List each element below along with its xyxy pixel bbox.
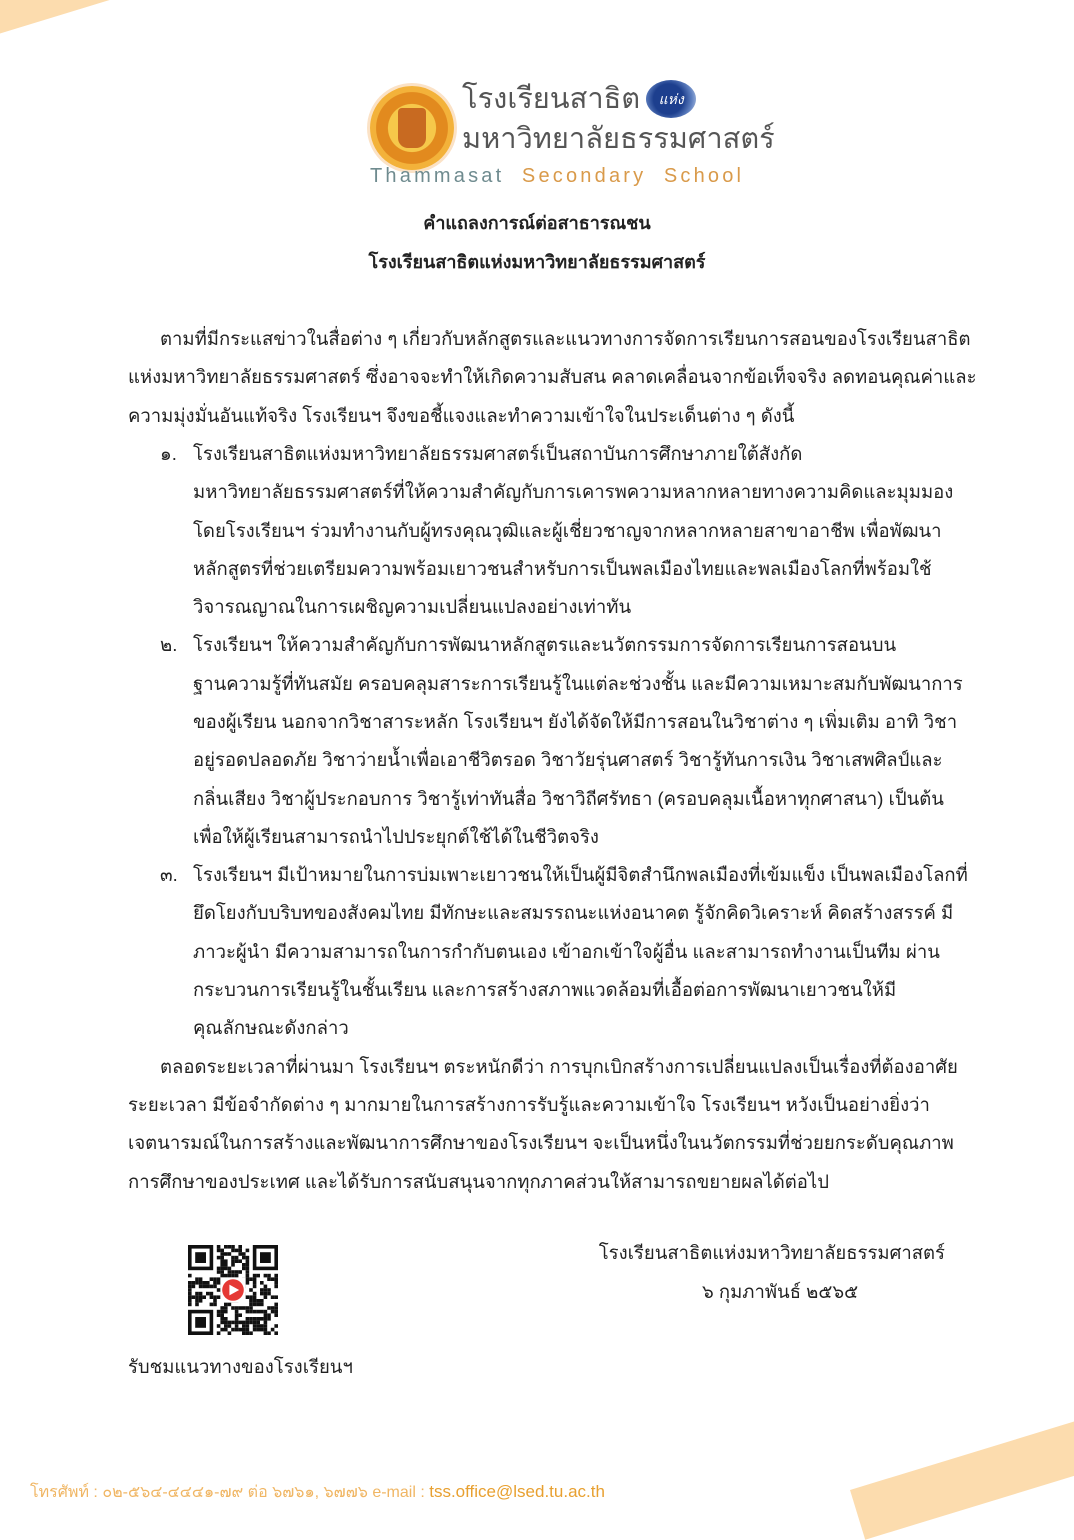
qr-module bbox=[224, 1252, 228, 1256]
qr-module bbox=[195, 1277, 199, 1281]
qr-module bbox=[188, 1285, 192, 1289]
qr-module bbox=[224, 1324, 228, 1328]
qr-module bbox=[264, 1313, 268, 1317]
qr-module bbox=[271, 1295, 275, 1299]
qr-module bbox=[199, 1295, 203, 1299]
qr-module bbox=[213, 1303, 217, 1307]
qr-module bbox=[202, 1295, 206, 1299]
item-number: ๑. bbox=[160, 443, 177, 464]
qr-module bbox=[235, 1324, 239, 1328]
item-line: ฐานความรู้ที่ทันสมัย ครอบคลุมสาระการเรียนรู้ในแต่ละช่วงชั้น และมีความเหมาะสมกับพัฒนาการ bbox=[193, 673, 963, 694]
qr-finder bbox=[260, 1252, 271, 1263]
qr-module bbox=[217, 1281, 221, 1285]
logo-english-word: School bbox=[663, 165, 745, 187]
closing-line: เจตนารมณ์ในการสร้างและพัฒนาการศึกษาของโรงเรียนฯ จะเป็นหนึ่งในนวัตกรรมที่ช่วยยกระดับคุณภาพ bbox=[128, 1132, 954, 1153]
qr-module bbox=[249, 1331, 253, 1335]
qr-module bbox=[274, 1324, 278, 1328]
qr-module bbox=[235, 1274, 239, 1278]
qr-module bbox=[231, 1306, 235, 1310]
qr-module bbox=[235, 1306, 239, 1310]
qr-module bbox=[246, 1328, 250, 1332]
item-line: ภาวะผู้นำ มีความสามารถในการกำกับตนเอง เข้าอกเข้าใจผู้อื่น และสามารถทำงานเป็นทีม ผ่าน bbox=[193, 941, 940, 962]
qr-module bbox=[188, 1274, 192, 1278]
logo-text-line2: มหาวิทยาลัยธรรมศาสตร์ bbox=[462, 123, 775, 155]
qr-module bbox=[224, 1259, 228, 1263]
qr-module bbox=[199, 1281, 203, 1285]
qr-module bbox=[220, 1249, 224, 1253]
qr-module bbox=[238, 1321, 242, 1325]
qr-module bbox=[274, 1306, 278, 1310]
item-line: โรงเรียนฯ ให้ความสำคัญกับการพัฒนาหลักสูตรและนวัตกรรมการจัดการเรียนการสอนบน bbox=[193, 634, 897, 655]
qr-module bbox=[224, 1267, 228, 1271]
qr-module bbox=[253, 1295, 257, 1299]
qr-module bbox=[188, 1299, 192, 1303]
logo-text-line1: โรงเรียนสาธิต bbox=[462, 83, 641, 115]
item-number: ๓. bbox=[160, 864, 178, 885]
qr-module bbox=[242, 1324, 246, 1328]
qr-module bbox=[249, 1295, 253, 1299]
qr-module bbox=[217, 1313, 221, 1317]
qr-module bbox=[195, 1281, 199, 1285]
item-line: กลิ่นเสียง วิชาผู้ประกอบการ วิชารู้เท่าทันสื่อ วิชาวิถีศรัทธา (ครอบคลุมเนื้อหาทุกศาสนา) เป็นต้น bbox=[193, 788, 944, 809]
item-line: ของผู้เรียน นอกจากวิชาสาระหลัก โรงเรียนฯ ยังได้จัดให้มีการสอนในวิชาต่าง ๆ เพิ่มเติม อาทิ วิชา bbox=[193, 711, 958, 732]
qr-module bbox=[246, 1295, 250, 1299]
item-line: คุณลักษณะดังกล่าว bbox=[193, 1017, 349, 1038]
qr-module bbox=[224, 1303, 228, 1307]
qr-caption: รับชมแนวทางของโรงเรียนฯ bbox=[128, 1356, 353, 1377]
qr-module bbox=[192, 1281, 196, 1285]
qr-module bbox=[271, 1310, 275, 1314]
footer-email[interactable]: tss.office@lsed.tu.ac.th bbox=[429, 1482, 605, 1501]
qr-module bbox=[274, 1295, 278, 1299]
qr-module bbox=[271, 1277, 275, 1281]
qr-module bbox=[264, 1324, 268, 1328]
qr-module bbox=[231, 1274, 235, 1278]
item-line: มหาวิทยาลัยธรรมศาสตร์ที่ให้ความสำคัญกับการเคารพความหลากหลายทางความคิดและมุมมอง bbox=[193, 481, 954, 502]
qr-module bbox=[267, 1317, 271, 1321]
qr-module bbox=[231, 1270, 235, 1274]
item-line: วิจารณญาณในการเผชิญความเปลี่ยนแปลงอย่างเท่าทัน bbox=[193, 596, 632, 617]
qr-module bbox=[220, 1267, 224, 1271]
decorative-stripe-bottom bbox=[850, 1373, 1074, 1540]
document-title: คำแถลงการณ์ต่อสาธารณชน bbox=[423, 213, 651, 233]
qr-module bbox=[253, 1285, 257, 1289]
qr-module bbox=[213, 1277, 217, 1281]
qr-module bbox=[231, 1263, 235, 1267]
qr-module bbox=[202, 1281, 206, 1285]
item-line: กระบวนการเรียนรู้ในชั้นเรียน และการสร้างสภาพแวดล้อมที่เอื้อต่อการพัฒนาเยาวชนให้มี bbox=[193, 979, 897, 1000]
qr-module bbox=[188, 1288, 192, 1292]
qr-module bbox=[220, 1252, 224, 1256]
qr-module bbox=[220, 1310, 224, 1314]
qr-module bbox=[238, 1270, 242, 1274]
qr-module bbox=[220, 1328, 224, 1332]
qr-module bbox=[224, 1306, 228, 1310]
qr-module bbox=[199, 1299, 203, 1303]
qr-module bbox=[264, 1295, 268, 1299]
item-line: อยู่รอดปลอดภัย วิชาว่ายน้ำเพื่อเอาชีวิตรอด วิชาวัยรุ่นศาสตร์ วิชารู้ทันการเงิน วิชาเสพศิลป์และ bbox=[193, 749, 943, 770]
item-line: โรงเรียนสาธิตแห่งมหาวิทยาลัยธรรมศาสตร์เป็นสถาบันการศึกษาภายใต้สังกัด bbox=[193, 443, 803, 464]
qr-module bbox=[274, 1274, 278, 1278]
qr-module bbox=[267, 1306, 271, 1310]
qr-module bbox=[246, 1267, 250, 1271]
qr-module bbox=[253, 1299, 257, 1303]
qr-module bbox=[242, 1328, 246, 1332]
qr-module bbox=[253, 1277, 257, 1281]
qr-module bbox=[228, 1267, 232, 1271]
qr-module bbox=[213, 1285, 217, 1289]
qr-module bbox=[264, 1317, 268, 1321]
qr-module bbox=[264, 1321, 268, 1325]
qr-module bbox=[249, 1306, 253, 1310]
qr-module bbox=[210, 1285, 214, 1289]
qr-module bbox=[228, 1245, 232, 1249]
qr-module bbox=[238, 1249, 242, 1253]
decorative-stripe-top bbox=[0, 0, 430, 66]
qr-module bbox=[188, 1281, 192, 1285]
qr-module bbox=[249, 1317, 253, 1321]
item-line: ยึดโยงกับบริบทของสังคมไทย มีทักษะและสมรรถนะแห่งอนาคต รู้จักคิดวิเคราะห์ คิดสร้างสรรค์ มี bbox=[193, 902, 954, 923]
qr-module bbox=[195, 1295, 199, 1299]
qr-module bbox=[253, 1317, 257, 1321]
closing-line: ตลอดระยะเวลาที่ผ่านมา โรงเรียนฯ ตระหนักดีว่า การบุกเบิกสร้างการเปลี่ยนแปลงเป็นเรื่องที่ต้องอาศัย bbox=[160, 1056, 958, 1077]
qr-module bbox=[253, 1324, 257, 1328]
qr-module bbox=[231, 1249, 235, 1253]
qr-module bbox=[224, 1274, 228, 1278]
qr-module bbox=[249, 1321, 253, 1325]
item-number: ๒. bbox=[160, 634, 178, 655]
qr-module bbox=[217, 1331, 221, 1335]
item-line: หลักสูตรที่ช่วยเตรียมความพร้อมเยาวชนสำหรับการเป็นพลเมืองไทยและพลเมืองโลกที่พร้อมใช้ bbox=[193, 558, 932, 579]
qr-module bbox=[253, 1328, 257, 1332]
qr-module bbox=[188, 1295, 192, 1299]
closing-line: การศึกษาของประเทศ และได้รับการสนับสนุนจากทุกภาคส่วนให้สามารถขยายผลได้ต่อไป bbox=[128, 1171, 829, 1192]
qr-module bbox=[224, 1317, 228, 1321]
qr-module bbox=[256, 1303, 260, 1307]
qr-module bbox=[242, 1252, 246, 1256]
qr-module bbox=[235, 1256, 239, 1260]
qr-module bbox=[253, 1281, 257, 1285]
qr-module bbox=[220, 1263, 224, 1267]
footer-phone: โทรศัพท์ : ๐๒-๕๖๔-๔๔๔๑-๗๙ ต่อ ๖๗๖๑, ๖๗๗๖ e-mail : bbox=[30, 1484, 430, 1501]
qr-module bbox=[256, 1310, 260, 1314]
qr-module bbox=[192, 1285, 196, 1289]
qr-module bbox=[253, 1310, 257, 1314]
qr-module bbox=[256, 1299, 260, 1303]
qr-module bbox=[235, 1321, 239, 1325]
qr-module bbox=[217, 1256, 221, 1260]
qr-module bbox=[235, 1249, 239, 1253]
intro-line: แห่งมหาวิทยาลัยธรรมศาสตร์ ซึ่งอาจจะทำให้เกิดความสับสน คลาดเคลื่อนจากข้อเท็จจริง ลดทอนคุณค่าและ bbox=[128, 366, 977, 387]
qr-module bbox=[249, 1288, 253, 1292]
qr-module bbox=[235, 1259, 239, 1263]
qr-module bbox=[246, 1263, 250, 1267]
qr-module bbox=[213, 1281, 217, 1285]
qr-module bbox=[253, 1292, 257, 1296]
qr-module bbox=[228, 1331, 232, 1335]
qr-module bbox=[210, 1277, 214, 1281]
qr-module bbox=[256, 1321, 260, 1325]
qr-module bbox=[264, 1310, 268, 1314]
qr-module bbox=[274, 1277, 278, 1281]
qr-module bbox=[235, 1270, 239, 1274]
qr-module bbox=[260, 1288, 264, 1292]
qr-module bbox=[246, 1331, 250, 1335]
qr-module bbox=[267, 1292, 271, 1296]
qr-module bbox=[242, 1306, 246, 1310]
qr-module bbox=[267, 1277, 271, 1281]
qr-module bbox=[264, 1292, 268, 1296]
qr-module bbox=[202, 1285, 206, 1289]
qr-module bbox=[188, 1303, 192, 1307]
qr-module bbox=[217, 1288, 221, 1292]
logo-english bbox=[370, 164, 744, 188]
qr-module bbox=[238, 1245, 242, 1249]
logo-badge: แห่ง bbox=[646, 80, 696, 118]
qr-module bbox=[188, 1292, 192, 1296]
qr-module bbox=[246, 1306, 250, 1310]
qr-module bbox=[253, 1274, 257, 1278]
qr-module bbox=[264, 1274, 268, 1278]
qr-module bbox=[220, 1274, 224, 1278]
qr-module bbox=[220, 1270, 224, 1274]
item-line: โดยโรงเรียนฯ ร่วมทำงานกับผู้ทรงคุณวุฒิและผู้เชี่ยวชาญจากหลากหลายสาขาอาชีพ เพื่อพัฒนา bbox=[193, 520, 942, 541]
footer-contact bbox=[30, 1481, 605, 1504]
qr-module bbox=[260, 1310, 264, 1314]
qr-module bbox=[231, 1259, 235, 1263]
qr-module bbox=[231, 1256, 235, 1260]
qr-module bbox=[213, 1299, 217, 1303]
qr-module bbox=[242, 1267, 246, 1271]
qr-module bbox=[246, 1274, 250, 1278]
qr-code[interactable] bbox=[188, 1245, 278, 1335]
qr-module bbox=[267, 1313, 271, 1317]
qr-module bbox=[246, 1249, 250, 1253]
qr-module bbox=[220, 1259, 224, 1263]
qr-module bbox=[220, 1317, 224, 1321]
qr-module bbox=[274, 1281, 278, 1285]
qr-module bbox=[271, 1306, 275, 1310]
qr-module bbox=[246, 1324, 250, 1328]
document-subtitle: โรงเรียนสาธิตแห่งมหาวิทยาลัยธรรมศาสตร์ bbox=[368, 252, 706, 272]
qr-module bbox=[195, 1292, 199, 1296]
university-seal-logo bbox=[370, 86, 454, 170]
qr-module bbox=[238, 1328, 242, 1332]
qr-module bbox=[246, 1277, 250, 1281]
closing-line: ระยะเวลา มีข้อจำกัดต่าง ๆ มากมายในการสร้างการรับรู้และความเข้าใจ โรงเรียนฯ หวังเป็นอย่างยิ่งว่า bbox=[128, 1094, 930, 1115]
qr-module bbox=[267, 1331, 271, 1335]
qr-module bbox=[274, 1310, 278, 1314]
qr-module bbox=[246, 1317, 250, 1321]
logo-english-word: Thammasat bbox=[370, 165, 505, 187]
qr-module bbox=[246, 1281, 250, 1285]
qr-module bbox=[199, 1285, 203, 1289]
qr-module bbox=[249, 1303, 253, 1307]
intro-line: ความมุ่งมั่นอันแท้จริง โรงเรียนฯ จึงขอชี้แจงและทำความเข้าใจในประเด็นต่าง ๆ ดังนี้ bbox=[128, 405, 795, 426]
qr-module bbox=[220, 1306, 224, 1310]
qr-module bbox=[242, 1256, 246, 1260]
qr-module bbox=[206, 1292, 210, 1296]
qr-module bbox=[217, 1245, 221, 1249]
qr-module bbox=[264, 1288, 268, 1292]
qr-module bbox=[217, 1310, 221, 1314]
qr-module bbox=[274, 1285, 278, 1289]
qr-module bbox=[271, 1328, 275, 1332]
qr-module bbox=[210, 1303, 214, 1307]
qr-module bbox=[220, 1256, 224, 1260]
qr-module bbox=[260, 1303, 264, 1307]
qr-module bbox=[224, 1245, 228, 1249]
qr-module bbox=[274, 1331, 278, 1335]
qr-module bbox=[256, 1274, 260, 1278]
qr-module bbox=[228, 1252, 232, 1256]
qr-module bbox=[246, 1259, 250, 1263]
qr-module bbox=[206, 1281, 210, 1285]
qr-module bbox=[217, 1249, 221, 1253]
qr-module bbox=[264, 1285, 268, 1289]
qr-module bbox=[231, 1328, 235, 1332]
qr-module bbox=[235, 1310, 239, 1314]
qr-module bbox=[213, 1295, 217, 1299]
qr-module bbox=[238, 1259, 242, 1263]
qr-module bbox=[220, 1321, 224, 1325]
logo-english-word: Secondary bbox=[521, 165, 647, 187]
qr-module bbox=[246, 1321, 250, 1325]
qr-module bbox=[210, 1292, 214, 1296]
qr-module bbox=[228, 1270, 232, 1274]
qr-module bbox=[228, 1274, 232, 1278]
qr-module bbox=[195, 1303, 199, 1307]
qr-module bbox=[228, 1324, 232, 1328]
qr-module bbox=[249, 1277, 253, 1281]
qr-module bbox=[256, 1328, 260, 1332]
qr-module bbox=[242, 1263, 246, 1267]
qr-module bbox=[228, 1303, 232, 1307]
qr-module bbox=[235, 1328, 239, 1332]
qr-module bbox=[274, 1313, 278, 1317]
qr-module bbox=[210, 1295, 214, 1299]
qr-module bbox=[235, 1317, 239, 1321]
item-line: เพื่อให้ผู้เรียนสามารถนำไปประยุกต์ใช้ได้ในชีวิตจริง bbox=[193, 826, 599, 847]
signature-org: โรงเรียนสาธิตแห่งมหาวิทยาลัยธรรมศาสตร์ bbox=[598, 1242, 945, 1263]
qr-module bbox=[253, 1321, 257, 1325]
qr-module bbox=[246, 1310, 250, 1314]
qr-module bbox=[260, 1328, 264, 1332]
qr-finder bbox=[195, 1317, 206, 1328]
qr-module bbox=[217, 1267, 221, 1271]
qr-module bbox=[231, 1245, 235, 1249]
qr-module bbox=[267, 1288, 271, 1292]
qr-module bbox=[224, 1310, 228, 1314]
qr-module bbox=[192, 1295, 196, 1299]
qr-module bbox=[256, 1317, 260, 1321]
qr-module bbox=[228, 1321, 232, 1325]
qr-module bbox=[238, 1306, 242, 1310]
qr-module bbox=[224, 1263, 228, 1267]
qr-module bbox=[253, 1303, 257, 1307]
qr-module bbox=[238, 1313, 242, 1317]
item-line: โรงเรียนฯ มีเป้าหมายในการบ่มเพาะเยาวชนให้เป็นผู้มีจิตสำนึกพลเมืองที่เข้มแข็ง เป็นพลเมืองโลกที่ bbox=[193, 864, 968, 885]
qr-module bbox=[246, 1270, 250, 1274]
qr-module bbox=[231, 1321, 235, 1325]
qr-module bbox=[217, 1270, 221, 1274]
qr-module bbox=[217, 1295, 221, 1299]
qr-module bbox=[274, 1303, 278, 1307]
logo-row bbox=[462, 80, 696, 118]
qr-module bbox=[217, 1277, 221, 1281]
qr-module bbox=[206, 1285, 210, 1289]
qr-module bbox=[199, 1292, 203, 1296]
qr-module bbox=[260, 1281, 264, 1285]
qr-finder bbox=[195, 1252, 206, 1263]
qr-module bbox=[260, 1324, 264, 1328]
qr-module bbox=[246, 1256, 250, 1260]
qr-module bbox=[260, 1292, 264, 1296]
qr-module bbox=[224, 1328, 228, 1332]
qr-module bbox=[260, 1299, 264, 1303]
qr-module bbox=[242, 1321, 246, 1325]
qr-module bbox=[235, 1313, 239, 1317]
qr-module bbox=[256, 1324, 260, 1328]
qr-module bbox=[267, 1274, 271, 1278]
qr-module bbox=[195, 1299, 199, 1303]
qr-module bbox=[260, 1317, 264, 1321]
qr-module bbox=[264, 1331, 268, 1335]
intro-line: ตามที่มีกระแสข่าวในสื่อต่าง ๆ เกี่ยวกับหลักสูตรและแนวทางการจัดการเรียนการสอนของโรงเรียนสาธิต bbox=[160, 328, 971, 349]
qr-module bbox=[264, 1328, 268, 1332]
qr-module bbox=[249, 1299, 253, 1303]
signature-date: ๖ กุมภาพันธ์ ๒๕๖๕ bbox=[702, 1281, 859, 1302]
qr-module bbox=[249, 1310, 253, 1314]
qr-module bbox=[199, 1277, 203, 1281]
qr-module bbox=[238, 1252, 242, 1256]
qr-module bbox=[217, 1324, 221, 1328]
qr-module bbox=[220, 1313, 224, 1317]
qr-module bbox=[224, 1321, 228, 1325]
qr-module bbox=[242, 1331, 246, 1335]
